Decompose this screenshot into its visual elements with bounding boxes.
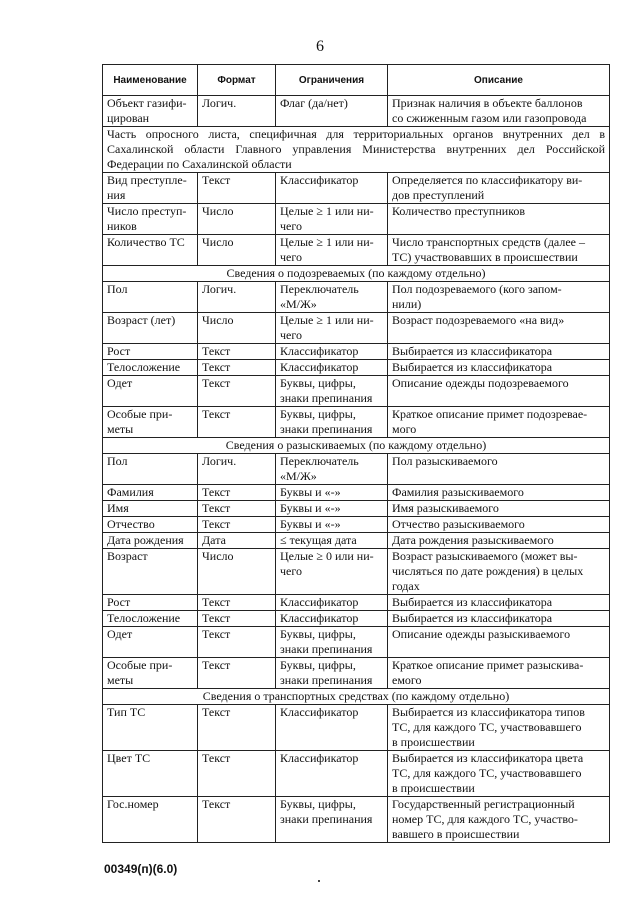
cell-format: Число	[198, 313, 276, 344]
cell-name: Одет	[103, 627, 198, 658]
cell-description: Выбирается из классификатора типов ТС, для каждого ТС, участвовавшего в происшествии	[388, 705, 610, 751]
page-number: 6	[316, 38, 324, 55]
cell-format: Текст	[198, 485, 276, 501]
cell-name: Особые при- меты	[103, 658, 198, 689]
document-code: 00349(п)(6.0)	[104, 862, 178, 876]
table-row	[103, 282, 610, 313]
cell-name: Вид преступле- ния	[103, 173, 198, 204]
cell-constraints: Буквы и «-»	[276, 517, 388, 533]
cell-format: Текст	[198, 344, 276, 360]
cell-constraints: Флаг (да/нет)	[276, 96, 388, 127]
table-row	[103, 485, 610, 501]
cell-format: Логич.	[198, 282, 276, 313]
cell-format: Текст	[198, 501, 276, 517]
cell-name: Особые при- меты	[103, 407, 198, 438]
cell-format: Текст	[198, 751, 276, 797]
cell-constraints: Целые ≥ 0 или ни- чего	[276, 549, 388, 595]
cell-description: Определяется по классификатору ви- дов преступлений	[388, 173, 610, 204]
cell-format: Текст	[198, 407, 276, 438]
table-row	[103, 173, 610, 204]
cell-name: Возраст	[103, 549, 198, 595]
header-description: Описание	[388, 65, 610, 96]
cell-description: Выбирается из классификатора	[388, 344, 610, 360]
cell-name: Цвет ТС	[103, 751, 198, 797]
cell-constraints: Классификатор	[276, 360, 388, 376]
cell-constraints: Целые ≥ 1 или ни- чего	[276, 235, 388, 266]
cell-format: Число	[198, 549, 276, 595]
cell-name: Гос.номер	[103, 797, 198, 843]
cell-name: Дата рождения	[103, 533, 198, 549]
cell-name: Фамилия	[103, 485, 198, 501]
cell-constraints: Буквы, цифры, знаки препинания	[276, 658, 388, 689]
table-row	[103, 658, 610, 689]
table-row	[103, 235, 610, 266]
table-row	[103, 501, 610, 517]
cell-name: Пол	[103, 282, 198, 313]
cell-constraints: ≤ текущая дата	[276, 533, 388, 549]
table-body	[103, 96, 610, 843]
cell-constraints: Переключатель «М/Ж»	[276, 454, 388, 485]
cell-constraints: Буквы, цифры, знаки препинания	[276, 627, 388, 658]
cell-format: Текст	[198, 173, 276, 204]
cell-description: Выбирается из классификатора	[388, 595, 610, 611]
cell-format: Логич.	[198, 454, 276, 485]
cell-constraints: Целые ≥ 1 или ни- чего	[276, 313, 388, 344]
cell-format: Текст	[198, 517, 276, 533]
cell-description: Признак наличия в объекте баллонов со сжиженным газом или газопровода	[388, 96, 610, 127]
section-header-row	[103, 266, 610, 282]
cell-constraints: Классификатор	[276, 595, 388, 611]
cell-description: Пол подозреваемого (кого запом- нили)	[388, 282, 610, 313]
cell-description: Отчество разыскиваемого	[388, 517, 610, 533]
cell-constraints: Классификатор	[276, 344, 388, 360]
cell-name: Рост	[103, 595, 198, 611]
section-note-row	[103, 127, 610, 173]
table-row	[103, 376, 610, 407]
cell-constraints: Переключатель «М/Ж»	[276, 282, 388, 313]
table-row	[103, 797, 610, 843]
cell-constraints: Классификатор	[276, 705, 388, 751]
cell-name: Телосложение	[103, 611, 198, 627]
cell-constraints: Классификатор	[276, 611, 388, 627]
cell-name: Возраст (лет)	[103, 313, 198, 344]
section-header-row	[103, 689, 610, 705]
section-title: Сведения о подозреваемых (по каждому отдельно)	[103, 266, 610, 282]
table-row	[103, 407, 610, 438]
cell-description: Возраст подозреваемого «на вид»	[388, 313, 610, 344]
cell-constraints: Буквы, цифры, знаки препинания	[276, 797, 388, 843]
cell-format: Дата	[198, 533, 276, 549]
cell-description: Количество преступников	[388, 204, 610, 235]
section-header-row	[103, 438, 610, 454]
cell-name: Одет	[103, 376, 198, 407]
table-row	[103, 96, 610, 127]
cell-constraints: Буквы и «-»	[276, 485, 388, 501]
cell-name: Пол	[103, 454, 198, 485]
section-title: Сведения о разыскиваемых (по каждому отдельно)	[103, 438, 610, 454]
cell-name: Тип ТС	[103, 705, 198, 751]
cell-description: Возраст разыскиваемого (может вы- числяться по дате рождения) в целых годах	[388, 549, 610, 595]
header-constraints: Ограничения	[276, 65, 388, 96]
cell-description: Описание одежды подозреваемого	[388, 376, 610, 407]
cell-description: Имя разыскиваемого	[388, 501, 610, 517]
cell-format: Текст	[198, 797, 276, 843]
table-row	[103, 204, 610, 235]
cell-format: Число	[198, 235, 276, 266]
cell-description: Краткое описание примет разыскива- емого	[388, 658, 610, 689]
scan-speck	[318, 880, 320, 882]
cell-description: Описание одежды разыскиваемого	[388, 627, 610, 658]
cell-name: Рост	[103, 344, 198, 360]
cell-name: Отчество	[103, 517, 198, 533]
cell-format: Число	[198, 204, 276, 235]
cell-name: Имя	[103, 501, 198, 517]
requirements-table	[102, 64, 610, 843]
cell-format: Текст	[198, 611, 276, 627]
cell-description: Фамилия разыскиваемого	[388, 485, 610, 501]
table-row	[103, 344, 610, 360]
cell-format: Логич.	[198, 96, 276, 127]
table-row	[103, 627, 610, 658]
cell-description: Государственный регистрационный номер ТС, для каждого ТС, участво- вавшего в происшествии	[388, 797, 610, 843]
cell-name: Телосложение	[103, 360, 198, 376]
cell-constraints: Целые ≥ 1 или ни- чего	[276, 204, 388, 235]
cell-description: Выбирается из классификатора	[388, 611, 610, 627]
cell-description: Дата рождения разыскиваемого	[388, 533, 610, 549]
cell-constraints: Буквы, цифры, знаки препинания	[276, 376, 388, 407]
cell-constraints: Классификатор	[276, 751, 388, 797]
cell-constraints: Классификатор	[276, 173, 388, 204]
table-row	[103, 360, 610, 376]
section-note: Часть опросного листа, специфичная для территориальных органов внутренних дел в Сахалинской области Главного управления Министерства внутренних дел Российской Федерации по Сахалинской области	[103, 127, 610, 173]
cell-format: Текст	[198, 658, 276, 689]
cell-name: Объект газифи- цирован	[103, 96, 198, 127]
table-row	[103, 533, 610, 549]
table-row	[103, 751, 610, 797]
cell-format: Текст	[198, 360, 276, 376]
header-format: Формат	[198, 65, 276, 96]
table-row	[103, 549, 610, 595]
table-row	[103, 517, 610, 533]
cell-format: Текст	[198, 376, 276, 407]
cell-constraints: Буквы и «-»	[276, 501, 388, 517]
table-header-row	[103, 65, 610, 96]
cell-description: Число транспортных средств (далее – ТС) участвовавших в происшествии	[388, 235, 610, 266]
cell-name: Количество ТС	[103, 235, 198, 266]
cell-constraints: Буквы, цифры, знаки препинания	[276, 407, 388, 438]
table-row	[103, 595, 610, 611]
cell-description: Выбирается из классификатора	[388, 360, 610, 376]
cell-format: Текст	[198, 627, 276, 658]
table-row	[103, 454, 610, 485]
table-row	[103, 313, 610, 344]
header-name: Наименование	[103, 65, 198, 96]
cell-format: Текст	[198, 595, 276, 611]
cell-name: Число преступ- ников	[103, 204, 198, 235]
table-row	[103, 705, 610, 751]
section-title: Сведения о транспортных средствах (по каждому отдельно)	[103, 689, 610, 705]
cell-description: Краткое описание примет подозревае- мого	[388, 407, 610, 438]
cell-description: Пол разыскиваемого	[388, 454, 610, 485]
cell-format: Текст	[198, 705, 276, 751]
cell-description: Выбирается из классификатора цвета ТС, для каждого ТС, участвовавшего в происшествии	[388, 751, 610, 797]
table-row	[103, 611, 610, 627]
